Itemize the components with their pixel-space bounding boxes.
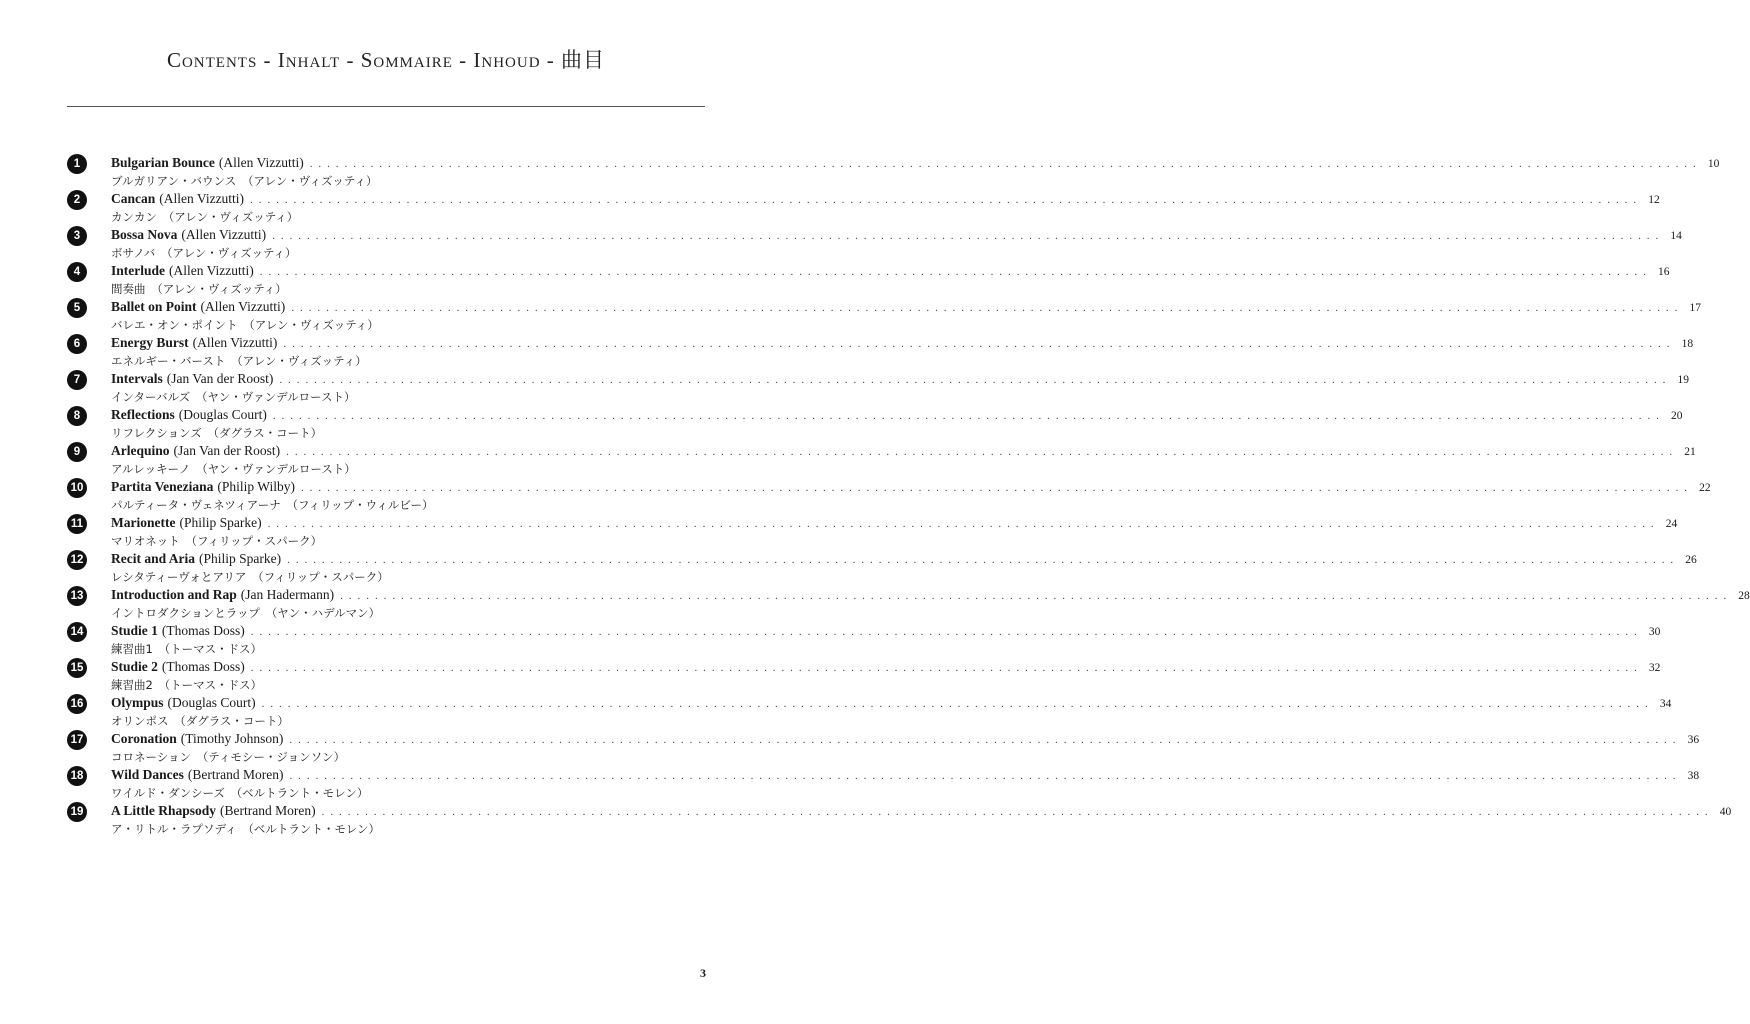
entry-page: 38 — [1687, 770, 1700, 782]
entry-number-badge: 11 — [67, 514, 87, 534]
entry-page: 40 — [1719, 806, 1732, 818]
entry-number-badge: 6 — [67, 334, 87, 354]
dot-leader: . . . . . . . . . . . . . . . . . . . . . . . . . . . . . . . . . . . . . . . . . . . . . . . . . . . . . . . . . . . . . . . . . . . . . . . . . . . . . . . . . . . . . . . . . . . . . . . . . . . . . . . . . . . . . . . . . . . . . . . . . . . . . . . . . . . . . . . . . . . . . . . . . . . . . . . . . . . . . . . . — [309, 158, 1698, 170]
entry-line — [111, 695, 1672, 713]
entry-page: 21 — [1684, 446, 1696, 458]
entry-page: 36 — [1687, 734, 1700, 746]
entry-title: Recit and Aria — [111, 551, 195, 566]
dot-leader: . . . . . . . . . . . . . . . . . . . . . . . . . . . . . . . . . . . . . . . . . . . . . . . . . . . . . . . . . . . . . . . . . . . . . . . . . . . . . . . . . . . . . . . . . . . . . . . . . . . . . . . . . . . . . . . . . . . . . . . . . . . . . . . . . . . . . . . . . . . . . . . . . . . . . . . . . . . . . . . . — [272, 410, 1661, 422]
dot-leader: . . . . . . . . . . . . . . . . . . . . . . . . . . . . . . . . . . . . . . . . . . . . . . . . . . . . . . . . . . . . . . . . . . . . . . . . . . . . . . . . . . . . . . . . . . . . . . . . . . . . . . . . . . . . . . . . . . . . . . . . . . . . . . . . . . . . . . . . . . . . . . . . . . . . . . . . . . . . . . . . — [267, 518, 1656, 530]
dot-leader: . . . . . . . . . . . . . . . . . . . . . . . . . . . . . . . . . . . . . . . . . . . . . . . . . . . . . . . . . . . . . . . . . . . . . . . . . . . . . . . . . . . . . . . . . . . . . . . . . . . . . . . . . . . . . . . . . . . . . . . . . . . . . . . . . . . . . . . . . . . . . . . . . . . . . . . . . . . . . . . . — [279, 374, 1668, 386]
toc-entry — [67, 406, 1683, 442]
entry-page: 18 — [1681, 338, 1694, 350]
toc-entry — [67, 514, 1678, 550]
toc-entry — [67, 442, 1696, 478]
entry-line — [111, 155, 1720, 173]
entry-page: 32 — [1648, 662, 1661, 674]
entry-page: 17 — [1689, 302, 1701, 314]
header-divider — [67, 106, 705, 107]
entry-number-badge: 18 — [67, 766, 87, 786]
entry-line — [111, 731, 1700, 749]
entry-japanese: オリンポス （ダグラス・コート） — [111, 714, 289, 728]
dot-leader: . . . . . . . . . . . . . . . . . . . . . . . . . . . . . . . . . . . . . . . . . . . . . . . . . . . . . . . . . . . . . . . . . . . . . . . . . . . . . . . . . . . . . . . . . . . . . . . . . . . . . . . . . . . . . . . . . . . . . . . . . . . . . . . . . . . . . . . . . . . . . . . . . . . . . . . . . . . . . . . . — [259, 266, 1648, 278]
toc-entry — [67, 478, 1711, 514]
dot-leader: . . . . . . . . . . . . . . . . . . . . . . . . . . . . . . . . . . . . . . . . . . . . . . . . . . . . . . . . . . . . . . . . . . . . . . . . . . . . . . . . . . . . . . . . . . . . . . . . . . . . . . . . . . . . . . . . . . . . . . . . . . . . . . . . . . . . . . . . . . . . . . . . . . . . . . . . . . . . . . . . — [340, 590, 1728, 602]
entry-composer: (Bertrand Moren) — [220, 803, 316, 818]
entry-line — [111, 227, 1682, 245]
entry-line — [111, 767, 1700, 785]
entry-composer: (Thomas Doss) — [161, 659, 245, 674]
entry-line — [111, 587, 1750, 605]
dot-leader: . . . . . . . . . . . . . . . . . . . . . . . . . . . . . . . . . . . . . . . . . . . . . . . . . . . . . . . . . . . . . . . . . . . . . . . . . . . . . . . . . . . . . . . . . . . . . . . . . . . . . . . . . . . . . . . . . . . . . . . . . . . . . . . . . . . . . . . . . . . . . . . . . . . . . . . . . . . . . . . . — [289, 770, 1678, 782]
entry-japanese: イントロダクションとラップ （ヤン・ハデルマン） — [111, 606, 381, 620]
entry-title: Partita Veneziana — [111, 479, 214, 494]
toc-entry — [67, 730, 1700, 766]
dot-leader: . . . . . . . . . . . . . . . . . . . . . . . . . . . . . . . . . . . . . . . . . . . . . . . . . . . . . . . . . . . . . . . . . . . . . . . . . . . . . . . . . . . . . . . . . . . . . . . . . . . . . . . . . . . . . . . . . . . . . . . . . . . . . . . . . . . . . . . . . . . . . . . . . . . . . . . . . . . . . . . . — [250, 626, 1639, 638]
entry-title: Arlequino — [111, 443, 170, 458]
entry-composer: (Jan Hadermann) — [240, 587, 335, 602]
entry-japanese: ア・リトル・ラプソディ （ベルトラント・モレン） — [111, 822, 381, 836]
entry-title: Coronation — [111, 731, 177, 746]
entry-japanese: エネルギー・バースト （アレン・ヴィズッティ） — [111, 354, 367, 368]
toc-entry — [67, 658, 1661, 694]
toc-entry — [67, 298, 1701, 334]
dot-leader: . . . . . . . . . . . . . . . . . . . . . . . . . . . . . . . . . . . . . . . . . . . . . . . . . . . . . . . . . . . . . . . . . . . . . . . . . . . . . . . . . . . . . . . . . . . . . . . . . . . . . . . . . . . . . . . . . . . . . . . . . . . . . . . . . . . . . . . . . . . . . . . . . . . . . . . . . . . . . . . . — [286, 446, 1674, 458]
dot-leader: . . . . . . . . . . . . . . . . . . . . . . . . . . . . . . . . . . . . . . . . . . . . . . . . . . . . . . . . . . . . . . . . . . . . . . . . . . . . . . . . . . . . . . . . . . . . . . . . . . . . . . . . . . . . . . . . . . . . . . . . . . . . . . . . . . . . . . . . . . . . . . . . . . . . . . . . . . . . . . . . — [250, 194, 1638, 206]
entry-composer: (Philip Sparke) — [199, 551, 282, 566]
entry-title: Ballet on Point — [111, 299, 197, 314]
dot-leader: . . . . . . . . . . . . . . . . . . . . . . . . . . . . . . . . . . . . . . . . . . . . . . . . . . . . . . . . . . . . . . . . . . . . . . . . . . . . . . . . . . . . . . . . . . . . . . . . . . . . . . . . . . . . . . . . . . . . . . . . . . . . . . . . . . . . . . . . . . . . . . . . . . . . . . . . . . . . . . . . — [291, 302, 1679, 314]
toc-entry — [67, 262, 1670, 298]
toc-entry — [67, 226, 1682, 262]
entry-title: A Little Rhapsody — [111, 803, 217, 818]
entry-title: Interlude — [111, 263, 165, 278]
entry-page: 10 — [1707, 158, 1720, 170]
entry-composer: (Philip Wilby) — [217, 479, 295, 494]
entry-line — [111, 191, 1660, 209]
entry-line — [111, 515, 1678, 533]
entry-title: Cancan — [111, 191, 156, 206]
entry-number-badge: 4 — [67, 262, 87, 282]
entry-line — [111, 551, 1697, 569]
entry-number-badge: 14 — [67, 622, 87, 642]
entry-title: Bossa Nova — [111, 227, 178, 242]
toc-entry — [67, 586, 1750, 622]
toc-entry — [67, 766, 1700, 802]
entry-number-badge: 7 — [67, 370, 87, 390]
entry-number-badge: 10 — [67, 478, 87, 498]
dot-leader: . . . . . . . . . . . . . . . . . . . . . . . . . . . . . . . . . . . . . . . . . . . . . . . . . . . . . . . . . . . . . . . . . . . . . . . . . . . . . . . . . . . . . . . . . . . . . . . . . . . . . . . . . . . . . . . . . . . . . . . . . . . . . . . . . . . . . . . . . . . . . . . . . . . . . . . . . . . . . . . . — [321, 806, 1710, 818]
entry-number-badge: 5 — [67, 298, 87, 318]
entry-title: Olympus — [111, 695, 164, 710]
entry-line — [111, 623, 1661, 641]
entry-composer: (Douglas Court) — [167, 695, 256, 710]
entry-japanese: コロネーション （ティモシー・ジョンソン） — [111, 750, 346, 764]
dot-leader: . . . . . . . . . . . . . . . . . . . . . . . . . . . . . . . . . . . . . . . . . . . . . . . . . . . . . . . . . . . . . . . . . . . . . . . . . . . . . . . . . . . . . . . . . . . . . . . . . . . . . . . . . . . . . . . . . . . . . . . . . . . . . . . . . . . . . . . . . . . . . . . . . . . . . . . . . . . . . . . . — [289, 734, 1678, 746]
entry-japanese: ワイルド・ダンシーズ （ベルトラント・モレン） — [111, 786, 369, 800]
dot-leader: . . . . . . . . . . . . . . . . . . . . . . . . . . . . . . . . . . . . . . . . . . . . . . . . . . . . . . . . . . . . . . . . . . . . . . . . . . . . . . . . . . . . . . . . . . . . . . . . . . . . . . . . . . . . . . . . . . . . . . . . . . . . . . . . . . . . . . . . . . . . . . . . . . . . . . . . . . . . . . . . — [250, 662, 1639, 674]
entry-japanese: 練習曲1 （トーマス・ドス） — [111, 642, 262, 656]
entry-composer: (Jan Van der Roost) — [173, 443, 281, 458]
entry-japanese: バレエ・オン・ポイント （アレン・ヴィズッティ） — [111, 318, 379, 332]
entry-composer: (Timothy Johnson) — [180, 731, 284, 746]
entry-japanese: ボサノバ （アレン・ヴィズッティ） — [111, 246, 297, 260]
toc-entry — [67, 370, 1690, 406]
entry-japanese: アルレッキーノ （ヤン・ヴァンデルロースト） — [111, 462, 356, 476]
entry-title: Introduction and Rap — [111, 587, 237, 602]
entry-japanese: ブルガリアン・バウンス （アレン・ヴィズッティ） — [111, 174, 378, 188]
entry-line — [111, 407, 1683, 425]
entry-japanese: 練習曲2 （トーマス・ドス） — [111, 678, 262, 692]
entry-page: 14 — [1670, 230, 1682, 242]
entry-japanese: レシタティーヴォとアリア （フィリップ・スパーク） — [111, 570, 389, 584]
dot-leader: . . . . . . . . . . . . . . . . . . . . . . . . . . . . . . . . . . . . . . . . . . . . . . . . . . . . . . . . . . . . . . . . . . . . . . . . . . . . . . . . . . . . . . . . . . . . . . . . . . . . . . . . . . . . . . . . . . . . . . . . . . . . . . . . . . . . . . . . . . . . . . . . . . . . . . . . . . . . . . . . — [261, 698, 1650, 710]
entry-title: Studie 2 — [111, 659, 158, 674]
entry-page: 28 — [1738, 590, 1750, 602]
entry-number-badge: 16 — [67, 694, 87, 714]
page-title: Contents - Inhalt - Sommaire - Inhoud - 曲目 — [166, 48, 606, 72]
entry-line — [111, 659, 1661, 677]
entry-title: Intervals — [111, 371, 163, 386]
entry-composer: (Allen Vizzutti) — [200, 299, 286, 314]
dot-leader: . . . . . . . . . . . . . . . . . . . . . . . . . . . . . . . . . . . . . . . . . . . . . . . . . . . . . . . . . . . . . . . . . . . . . . . . . . . . . . . . . . . . . . . . . . . . . . . . . . . . . . . . . . . . . . . . . . . . . . . . . . . . . . . . . . . . . . . . . . . . . . . . . . . . . . . . . . . . . . . . — [300, 482, 1689, 494]
entry-number-badge: 1 — [67, 154, 87, 174]
entry-composer: (Allen Vizzutti) — [169, 263, 254, 278]
toc-entry — [67, 154, 1720, 190]
entry-page: 19 — [1677, 374, 1690, 386]
entry-number-badge: 3 — [67, 226, 87, 246]
entry-line — [111, 803, 1732, 821]
entry-page: 26 — [1685, 554, 1697, 566]
entry-composer: (Thomas Doss) — [161, 623, 245, 638]
entry-line — [111, 371, 1690, 389]
entry-composer: (Bertrand Moren) — [187, 767, 284, 782]
entry-number-badge: 9 — [67, 442, 87, 462]
entry-number-badge: 15 — [67, 658, 87, 678]
entry-line — [111, 335, 1694, 353]
entry-japanese: カンカン （アレン・ヴィズッティ） — [111, 210, 299, 224]
entry-title: Energy Burst — [111, 335, 189, 350]
entry-title: Wild Dances — [111, 767, 184, 782]
entry-composer: (Philip Sparke) — [179, 515, 262, 530]
entry-page: 24 — [1665, 518, 1678, 530]
entry-number-badge: 8 — [67, 406, 87, 426]
entry-japanese: マリオネット （フィリップ・スパーク） — [111, 534, 323, 548]
entry-number-badge: 12 — [67, 550, 87, 570]
entry-title: Reflections — [111, 407, 175, 422]
entry-composer: (Allen Vizzutti) — [192, 335, 278, 350]
toc-entry — [67, 622, 1661, 658]
dot-leader: . . . . . . . . . . . . . . . . . . . . . . . . . . . . . . . . . . . . . . . . . . . . . . . . . . . . . . . . . . . . . . . . . . . . . . . . . . . . . . . . . . . . . . . . . . . . . . . . . . . . . . . . . . . . . . . . . . . . . . . . . . . . . . . . . . . . . . . . . . . . . . . . . . . . . . . . . . . . . . . . — [283, 338, 1672, 350]
entry-number-badge: 17 — [67, 730, 87, 750]
entry-line — [111, 299, 1701, 317]
toc-entry — [67, 550, 1697, 586]
entry-japanese: リフレクションズ （ダグラス・コート） — [111, 426, 323, 440]
entry-number-badge: 13 — [67, 586, 87, 606]
entry-composer: (Allen Vizzutti) — [159, 191, 245, 206]
entry-page: 30 — [1648, 626, 1661, 638]
entry-composer: (Allen Vizzutti) — [218, 155, 304, 170]
entry-line — [111, 443, 1696, 461]
entry-title: Bulgarian Bounce — [111, 155, 215, 170]
entry-page: 12 — [1648, 194, 1660, 206]
entry-composer: (Jan Van der Roost) — [166, 371, 274, 386]
entry-japanese: インターバルズ （ヤン・ヴァンデルロースト） — [111, 390, 356, 404]
toc-entry — [67, 802, 1732, 838]
entry-page: 16 — [1657, 266, 1670, 278]
entry-page: 34 — [1659, 698, 1672, 710]
dot-leader: . . . . . . . . . . . . . . . . . . . . . . . . . . . . . . . . . . . . . . . . . . . . . . . . . . . . . . . . . . . . . . . . . . . . . . . . . . . . . . . . . . . . . . . . . . . . . . . . . . . . . . . . . . . . . . . . . . . . . . . . . . . . . . . . . . . . . . . . . . . . . . . . . . . . . . . . . . . . . . . . — [272, 230, 1660, 242]
dot-leader: . . . . . . . . . . . . . . . . . . . . . . . . . . . . . . . . . . . . . . . . . . . . . . . . . . . . . . . . . . . . . . . . . . . . . . . . . . . . . . . . . . . . . . . . . . . . . . . . . . . . . . . . . . . . . . . . . . . . . . . . . . . . . . . . . . . . . . . . . . . . . . . . . . . . . . . . . . . . . . . . — [287, 554, 1675, 566]
entry-line — [111, 263, 1670, 281]
entry-number-badge: 2 — [67, 190, 87, 210]
entry-title: Studie 1 — [111, 623, 158, 638]
table-of-contents — [67, 154, 1750, 838]
entry-line — [111, 479, 1711, 497]
toc-entry — [67, 334, 1694, 370]
entry-title: Marionette — [111, 515, 176, 530]
toc-entry — [67, 190, 1660, 226]
entry-number-badge: 19 — [67, 802, 87, 822]
page-number: 3 — [700, 966, 706, 980]
toc-entry — [67, 694, 1672, 730]
entry-composer: (Douglas Court) — [178, 407, 267, 422]
entry-page: 20 — [1671, 410, 1683, 422]
entry-japanese: パルティータ・ヴェネツィアーナ （フィリップ・ウィルビー） — [111, 498, 434, 512]
entry-composer: (Allen Vizzutti) — [181, 227, 267, 242]
entry-page: 22 — [1699, 482, 1711, 494]
entry-japanese: 間奏曲 （アレン・ヴィズッティ） — [111, 282, 287, 296]
